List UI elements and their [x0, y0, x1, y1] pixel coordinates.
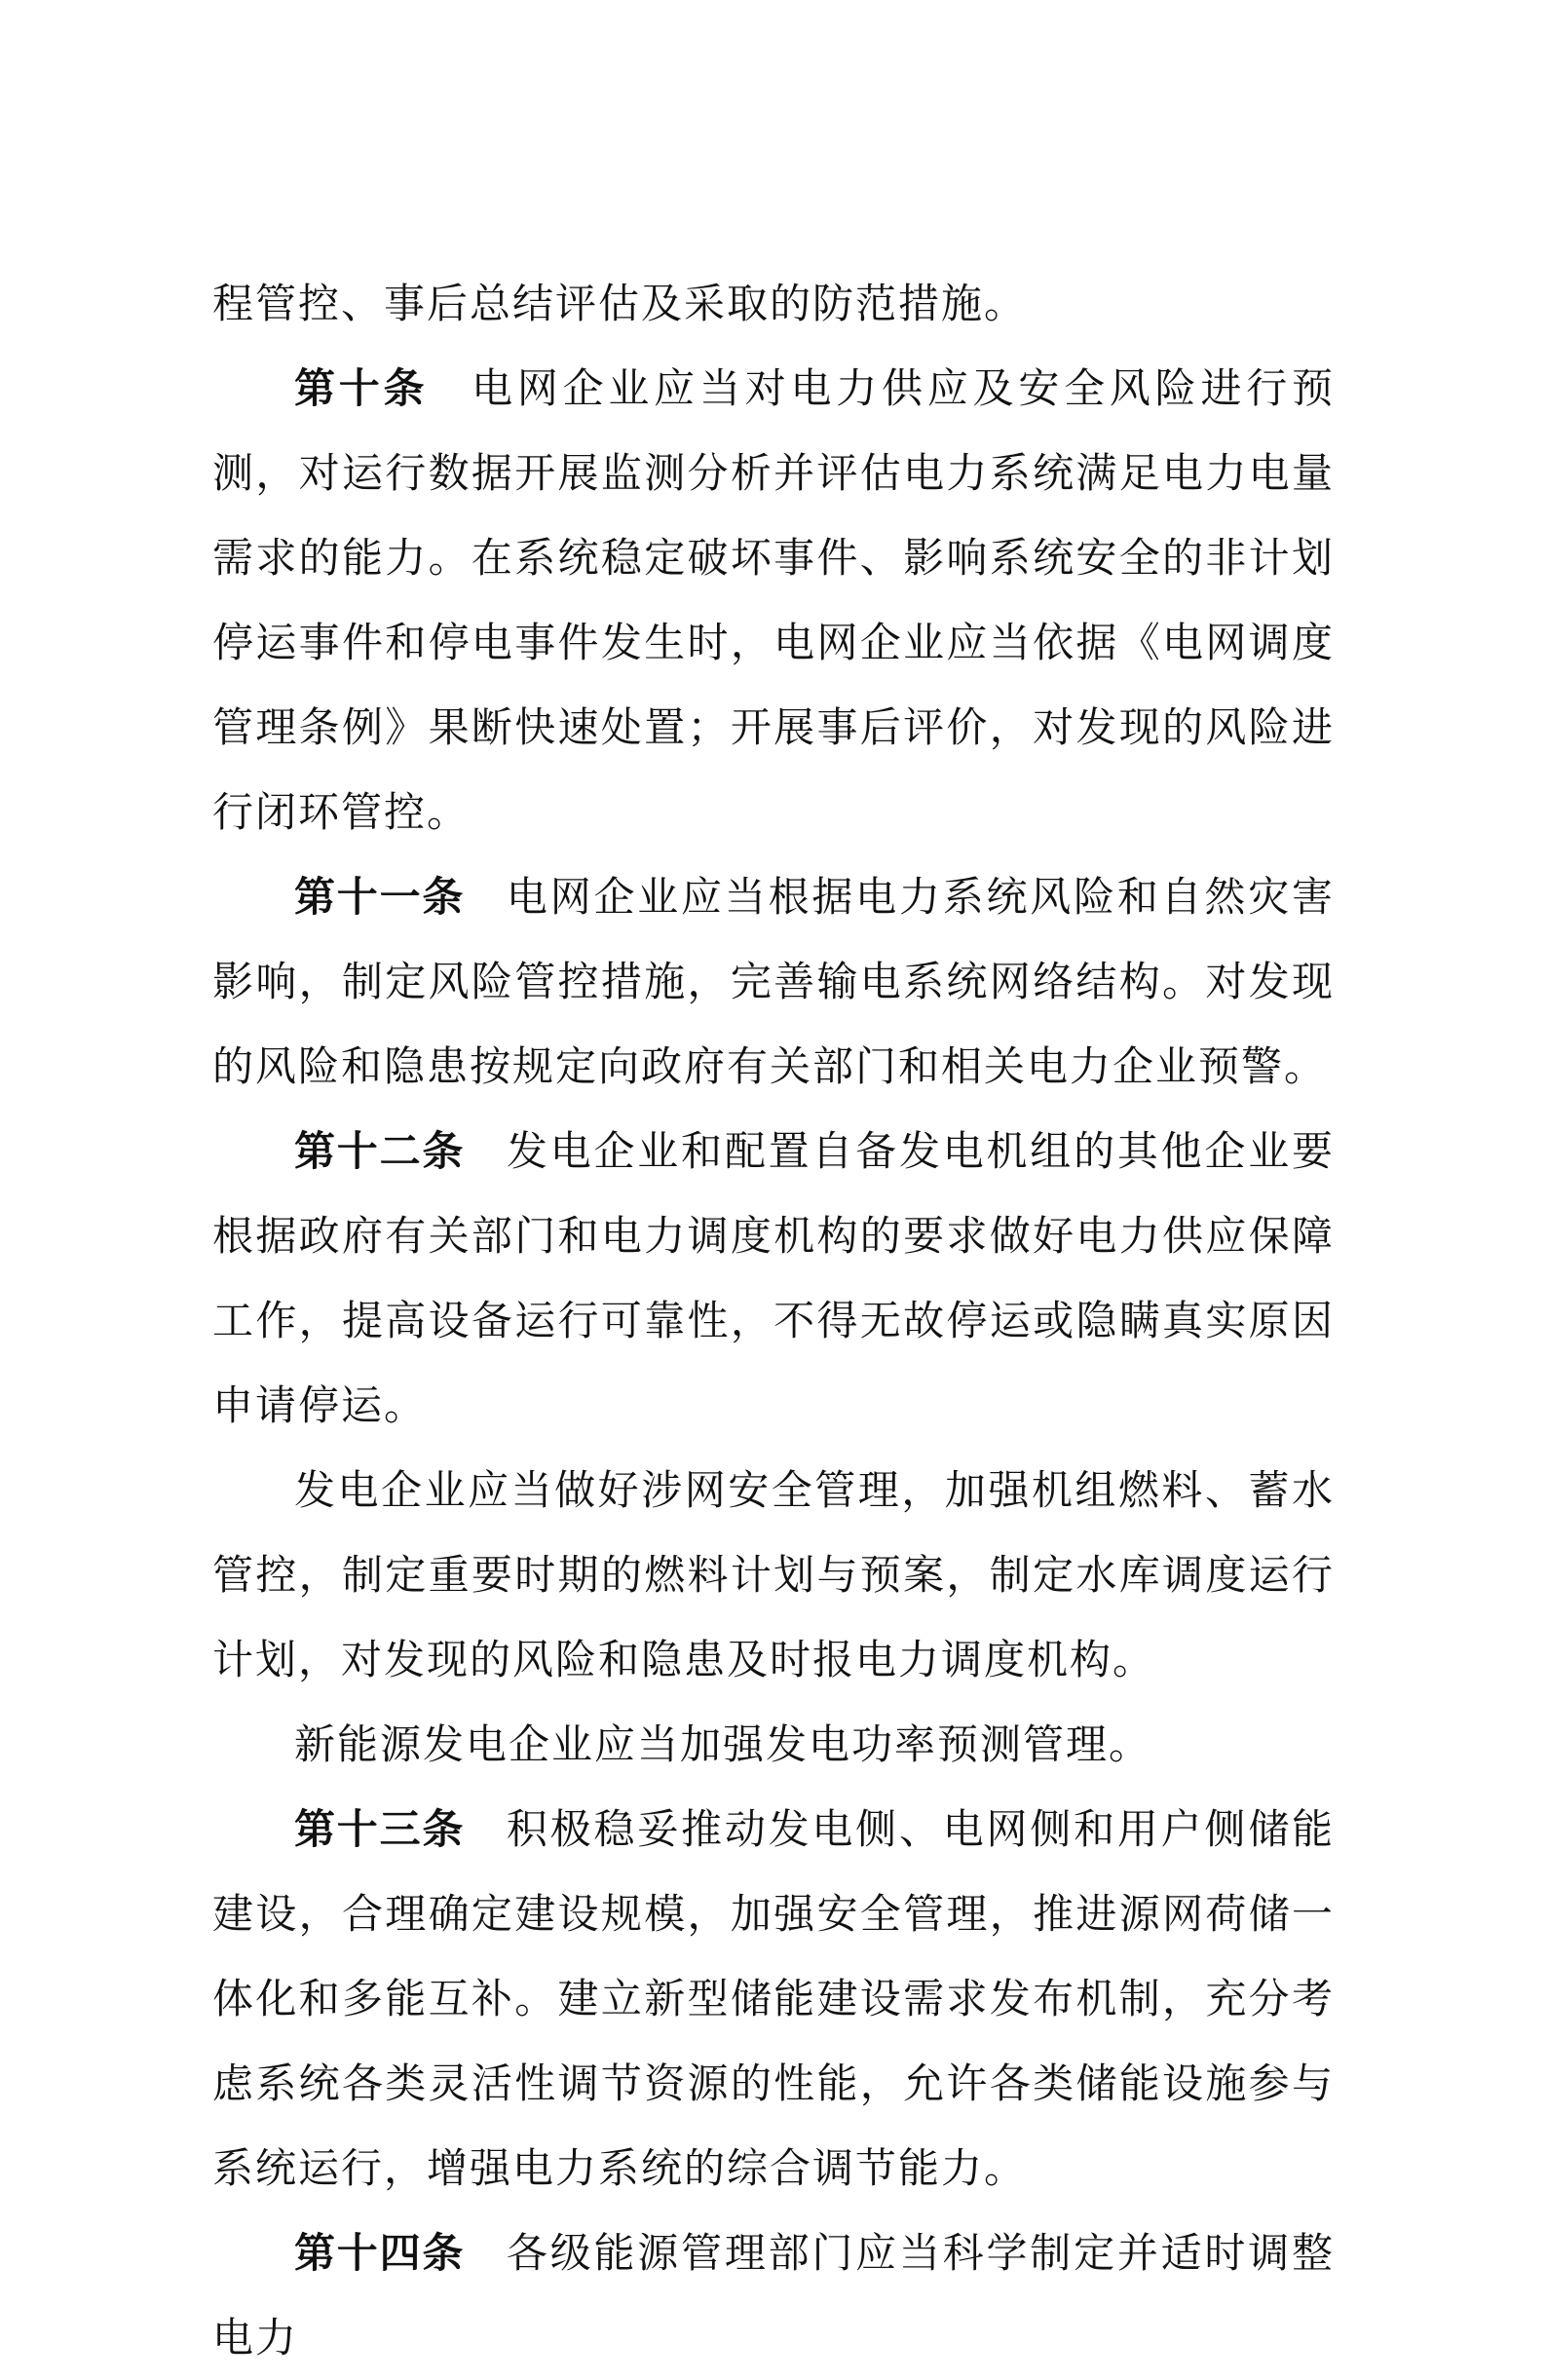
- article-heading: 第十一条: [294, 873, 466, 921]
- paragraph-text: 新能源发电企业应当加强发电功率预测管理。: [294, 1720, 1152, 1768]
- article-text: 电网企业应当对电力供应及安全风险进行预测，对运行数据开展监测分析并评估电力系统满足电力电量需求的能力。在系统稳定破坏事件、影响系统安全的非计划停运事件和停电事件发生时，电网企业应当依据《电网调度管理条例》果断快速处置；开展事后评价，对发现的风险进行闭环管控。: [212, 364, 1335, 836]
- article-14: [212, 2210, 1335, 2380]
- article-heading: 第十二条: [294, 1127, 466, 1175]
- article-13: [212, 1787, 1335, 2210]
- article-heading: 第十四条: [294, 2229, 466, 2277]
- article-text: 电网企业应当根据电力系统风险和自然灾害影响，制定风险管控措施，完善输电系统网络结构。对发现的风险和隐患按规定向政府有关部门和相关电力企业预警。: [212, 873, 1335, 1090]
- paragraph-continuation: [212, 261, 1335, 346]
- document-body: [212, 261, 1335, 2380]
- paragraph-text: 发电企业应当做好涉网安全管理，加强机组燃料、蓄水管控，制定重要时期的燃料计划与预案，制定水库调度运行计划，对发现的风险和隐患及时报电力调度机构。: [212, 1466, 1335, 1683]
- paragraph-text: 程管控、事后总结评估及采取的防范措施。: [212, 280, 1028, 327]
- article-text: 各级能源管理部门应当科学制定并适时调整电力: [212, 2229, 1335, 2361]
- article-11: [212, 854, 1335, 1109]
- article-text: 发电企业和配置自备发电机组的其他企业要根据政府有关部门和电力调度机构的要求做好电力供应保障工作，提高设备运行可靠性，不得无故停运或隐瞒真实原因申请停运。: [212, 1127, 1335, 1429]
- article-heading: 第十条: [294, 364, 429, 412]
- article-12-paragraph-2: [212, 1448, 1335, 1702]
- article-text: 积极稳妥推动发电侧、电网侧和用户侧储能建设，合理确定建设规模，加强安全管理，推进源网荷储一体化和多能互补。建立新型储能建设需求发布机制，充分考虑系统各类灵活性调节资源的性能，允许各类储能设施参与系统运行，增强电力系统的综合调节能力。: [212, 1805, 1335, 2192]
- article-heading: 第十三条: [294, 1805, 466, 1853]
- article-10: [212, 346, 1335, 854]
- article-12-paragraph-3: [212, 1702, 1335, 1787]
- article-12: [212, 1109, 1335, 1448]
